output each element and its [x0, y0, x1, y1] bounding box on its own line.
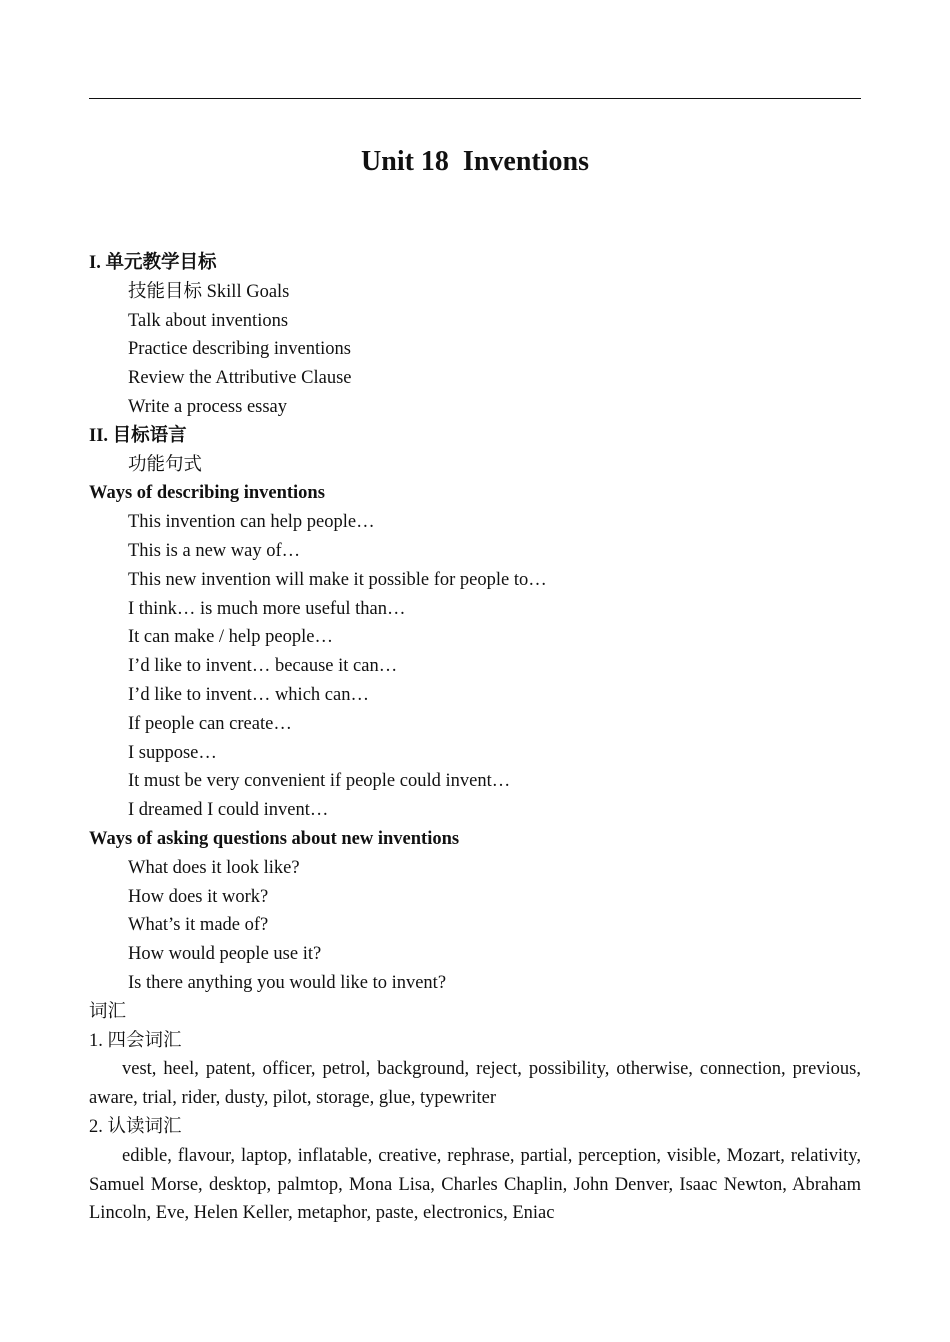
question-item: What’s it made of?	[128, 915, 269, 936]
goal-item: Practice describing inventions	[128, 339, 351, 360]
sentence-item: I think… is much more useful than…	[128, 598, 406, 619]
functional-sentences-subheading: 功能句式	[128, 454, 203, 475]
describing-inventions-heading: Ways of describing inventions	[89, 483, 325, 504]
vocabulary-list-1-words: vest, heel, patent, officer, petrol, background, reject, possibility, otherwise, connection, previous, aware, trial, rider, dusty, pilot, storage, glue, typewriter	[89, 1059, 861, 1109]
vocabulary-list-2-heading: 2. 认读词汇	[89, 1116, 182, 1137]
goal-item: Review the Attributive Clause	[128, 368, 352, 389]
vocabulary-heading: 词汇	[89, 1001, 127, 1022]
asking-questions-heading: Ways of asking questions about new inventions	[89, 828, 460, 849]
sentence-item: I dreamed I could invent…	[128, 800, 329, 821]
sentence-item: This is a new way of…	[128, 540, 301, 561]
page-title: Unit 18 Inventions	[361, 146, 589, 177]
question-item: What does it look like?	[128, 857, 300, 878]
skill-goals-subheading: 技能目标 Skill Goals	[128, 281, 290, 302]
sentence-item: I’d like to invent… because it can…	[128, 656, 398, 677]
goal-item: Write a process essay	[128, 396, 288, 417]
vocabulary-list-2-words: edible, flavour, laptop, inflatable, creative, rephrase, partial, perception, visible, Mozart, relativity, Samuel Morse, desktop, palmtop, Mona Lisa, Charles Chaplin, John Denver, Isaac Newton, Abraham Lincoln, Eve, Helen Keller, metaphor, paste, electronics, Eniac	[89, 1145, 861, 1224]
goal-item: Talk about inventions	[128, 310, 289, 331]
sentence-item: This invention can help people…	[128, 512, 375, 533]
sentence-item: This new invention will make it possible for people to…	[128, 569, 547, 590]
question-item: Is there anything you would like to invent?	[128, 972, 447, 993]
sentence-item: It can make / help people…	[128, 627, 333, 648]
vocabulary-list-1-heading: 1. 四会词汇	[89, 1030, 182, 1051]
header-rule	[89, 98, 861, 99]
section-1-heading: I. 单元教学目标	[89, 253, 217, 273]
question-item: How would people use it?	[128, 944, 322, 965]
section-2-heading: II. 目标语言	[89, 425, 187, 446]
sentence-item: I suppose…	[128, 742, 217, 763]
sentence-item: I’d like to invent… which can…	[128, 684, 369, 705]
sentence-item: If people can create…	[128, 713, 292, 734]
question-item: How does it work?	[128, 886, 269, 907]
document-body	[89, 249, 861, 1228]
sentence-item: It must be very convenient if people could invent…	[128, 771, 511, 792]
